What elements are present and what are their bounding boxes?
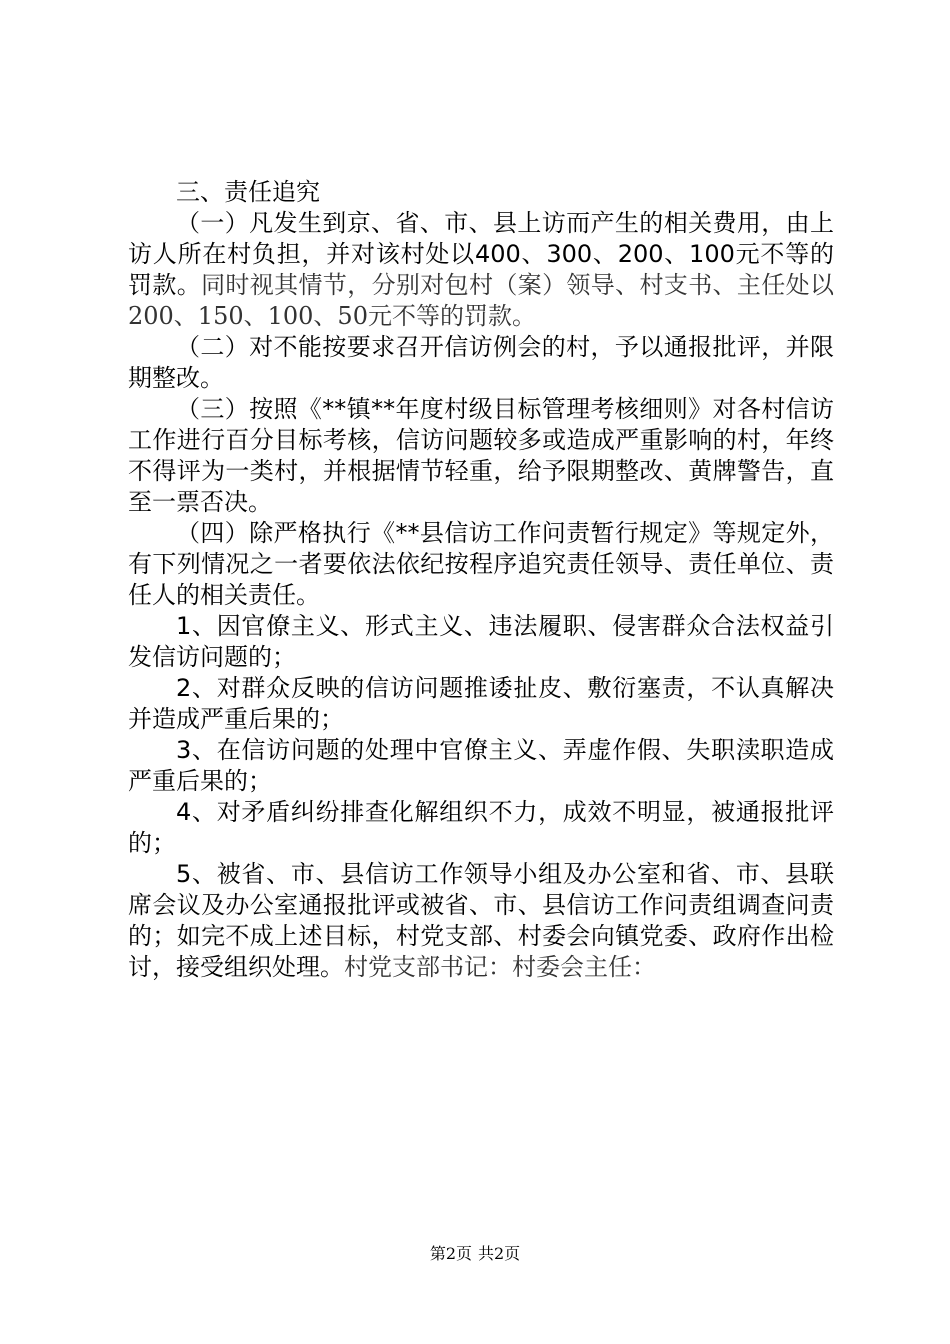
list-item-2-text: 2、对群众反映的信访问题推诿扯皮、敷衍塞责，不认真解决并造成严重后果的； (128, 674, 834, 733)
paragraph-3-text: （三）按照《**镇**年度村级目标管理考核细则》对各村信访工作进行百分目标考核，信访问题较多或造成严重影响的村，年终不得评为一类村，并根据情节轻重，给予限期整改、黄牌警告，直至一票否决。 (128, 395, 834, 516)
list-item-5-text: 5、被省、市、县信访工作领导小组及办公室和省、市、县联席会议及办公室通报批评或被省、市、县信访工作问责组调查问责的；如完不成上述目标，村党支部、村委会向镇党委、政府作出检讨，接受组织处理。 (128, 860, 834, 981)
list-item-2 (128, 673, 834, 735)
paragraph-4-text: （四）除严格执行《**县信访工作问责暂行规定》等规定外，有下列情况之一者要依法依纪按程序追究责任领导、责任单位、责任人的相关责任。 (128, 519, 834, 609)
paragraph-4 (128, 518, 834, 611)
paragraph-2 (128, 332, 834, 394)
signature-line: 村党支部书记：村委会主任： (344, 953, 656, 981)
list-item-3 (128, 735, 834, 797)
paragraph-1-extra-text: 同时视其情节，分别对包村（案）领导、村支书、主任处以200、150、100、50元不等的罚款。 (128, 271, 835, 330)
paragraph-2-text: （二）对不能按要求召开信访例会的村，予以通报批评，并限期整改。 (128, 333, 834, 392)
list-item-4 (128, 797, 834, 859)
paragraph-3 (128, 394, 834, 518)
page-number: 第2页 (429, 1244, 472, 1263)
page-total: 共2页 (478, 1244, 521, 1263)
list-item-1-text: 1、因官僚主义、形式主义、违法履职、侵害群众合法权益引发信访问题的； (128, 612, 834, 671)
page-footer (0, 1244, 950, 1264)
list-item-1 (128, 611, 834, 673)
paragraph-1 (128, 208, 834, 332)
list-item-3-text: 3、在信访问题的处理中官僚主义、弄虚作假、失职渎职造成严重后果的； (128, 736, 834, 795)
section-heading: 三、责任追究 (176, 178, 320, 206)
list-item-5 (128, 859, 834, 983)
list-item-4-text: 4、对矛盾纠纷排查化解组织不力，成效不明显，被通报批评的； (128, 798, 834, 857)
document-body (128, 177, 834, 983)
paragraph-1-text: （一）凡发生到京、省、市、县上访而产生的相关费用，由上访人所在村负担，并对该村处以400、300、200、100元不等的罚款。 (128, 209, 834, 299)
